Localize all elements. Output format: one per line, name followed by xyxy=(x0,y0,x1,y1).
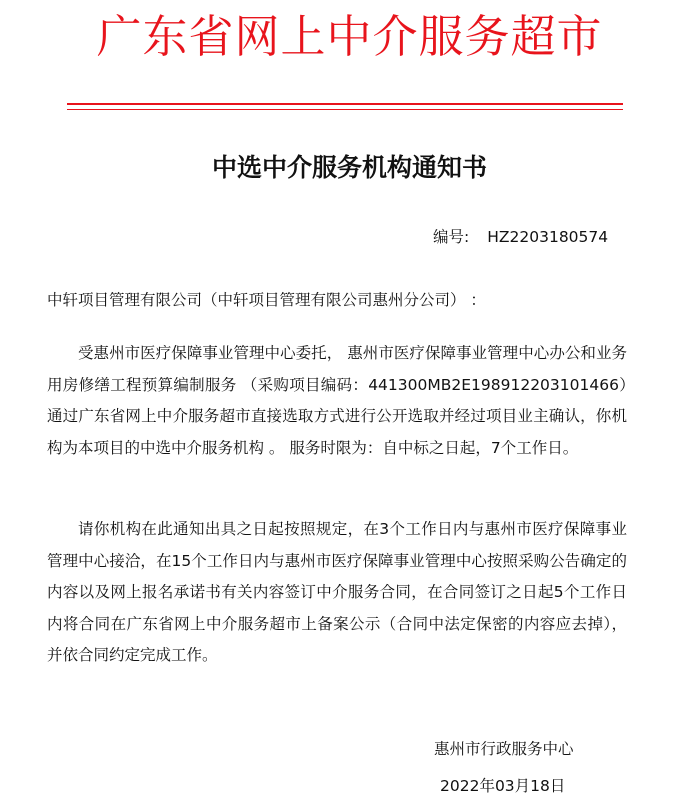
masthead-divider-thin xyxy=(67,109,623,110)
masthead-title: 广东省网上中介服务超市 xyxy=(96,10,603,63)
body-paragraph-1: 受惠州市医疗保障事业管理中心委托， 惠州市医疗保障事业管理中心办公和业务用房修缮工程预算编制服务 （采购项目编码：441300MB2E198912203101466）通过广东省网上中介服务超市直接选取方式进行公开选取并经过项目业主确认，你机构为本项目的中选中介服务机构 。 服务时限为：自中标之日起，7个工作日。 xyxy=(47,344,627,457)
signature-organization: 惠州市行政服务中心 xyxy=(434,740,574,758)
document-number-value: HZ2203180574 xyxy=(487,228,609,246)
signature-date: 2022年03月18日 xyxy=(440,777,566,795)
document-title: 中选中介服务机构通知书 xyxy=(211,153,487,182)
document-number-label: 编号: xyxy=(433,228,470,246)
body-paragraph-2: 请你机构在此通知出具之日起按照规定，在3个工作日内与惠州市医疗保障事业管理中心接洽，在15个工作日内与惠州市医疗保障事业管理中心按照采购公告确定的内容以及网上报名承诺书有关内容签订中介服务合同，在合同签订之日起5个工作日内将合同在广东省网上中介服务超市上备案公示（合同中法定保密的内容应去掉），并依合同约定完成工作。 xyxy=(47,520,627,664)
recipient-line: 中轩项目管理有限公司（中轩项目管理有限公司惠州分公司） ： xyxy=(47,291,486,309)
document-number xyxy=(433,226,608,248)
masthead-divider-thick xyxy=(67,103,623,105)
